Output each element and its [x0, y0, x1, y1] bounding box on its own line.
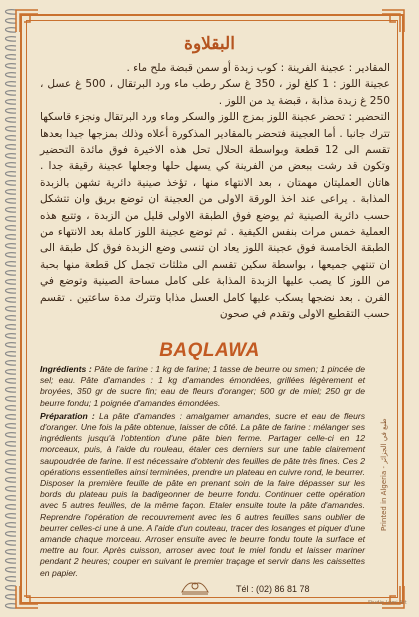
telephone-number: Tél : (02) 86 81 78 [236, 584, 310, 594]
spiral-ring [6, 190, 17, 194]
spiral-ring [6, 226, 17, 230]
spiral-ring [6, 424, 17, 428]
spiral-ring [6, 127, 17, 131]
spiral-ring [6, 298, 17, 302]
printed-in-note: Printed in Algeria - طبع في الجزائر [380, 418, 388, 532]
spiral-ring [6, 163, 17, 167]
publisher-logo [180, 576, 210, 596]
arabic-almond-paste-line: عجينة اللوز : 1 كلغ لوز ، 350 غ سكر رطب ماء ورد البرتقال ، 500 غ عسل ، 250 غ زبدة مذابة ، قبضة يد من اللوز . [40, 78, 390, 107]
spiral-ring [6, 91, 17, 95]
spiral-ring [6, 325, 17, 329]
spiral-ring [6, 109, 17, 113]
spiral-ring [6, 244, 17, 248]
spiral-ring [6, 550, 17, 554]
spiral-ring [6, 415, 17, 419]
spiral-ring [6, 559, 17, 563]
corner-ornament-top-left [14, 8, 40, 34]
spiral-ring [6, 433, 17, 437]
spiral-ring [6, 208, 17, 212]
spiral-ring [6, 514, 17, 518]
arabic-recipe-text [40, 60, 390, 323]
spiral-ring [6, 307, 17, 311]
spiral-ring [6, 469, 17, 473]
ingredients-paragraph [40, 364, 365, 409]
french-title: BAQLAWA [159, 340, 260, 361]
spiral-ring [6, 487, 17, 491]
spiral-ring [6, 478, 17, 482]
spiral-ring [6, 505, 17, 509]
spiral-ring [6, 388, 17, 392]
preparation-paragraph [40, 411, 365, 579]
spiral-ring [6, 289, 17, 293]
spiral-ring [6, 82, 17, 86]
arabic-title: البقلاوة [184, 34, 235, 54]
corner-ornament-top-right [380, 8, 406, 34]
arabic-preparation-paragraph: التحضير : تحضر عجينة اللوز بمزج اللوز والسكر وماء ورد البرتقال ونجزء قاسكها تترك جانبا . أما العجينة فتحضر بالمقادير المذكورة أعلاه وذلك بمزجها جيدا بعدها تقسم الى 12 قطعة وبواسطة الحلال تحل هذه الاخيرة فوق مائدة التحضير وتكون قد رشت ببعض من الفرينة كي يسهل حلها وجعلها عجينة رقيقة جدا . هاتان العمليتان مهمتان ، بعد الانتهاء منها ، تؤخذ صينية دائرية تشهن بالزبدة المذابة . يراعى عند اخذ الورقة الاولى من العجينة ان توضع بريق وان تتشكل حسب دائرية الصينية ثم يوضع فوق الطبقة الاولى قليل من الزبدة ، وتتبع هذه العملية خمس مرات بنفس الكيفية . ثم توضع عجينة اللوز كاملة بعد الانتهاء من الطبقة الخامسة فوق عجينة اللوز يعاد ان تنسى وضع الزبدة فوق كل طبقة الى ان تنتهي جميعها ، بواسطة سكين تقسم الى مثلثات تجمل كل قطعة منها بحبة من اللوز كا يصب عليها الزبدة المذابة على كامل مساحة الصينية وتوضع في الفرن . بعد نضجها يسكب عليها كامل العسل مذابا وتترك مدة ساعتين . تقسم حسب التقطيع الاولى وتقدم في صحون [40, 111, 390, 321]
spiral-ring [6, 118, 17, 122]
spiral-ring [6, 280, 17, 284]
spiral-binding [0, 0, 18, 617]
spiral-ring [6, 523, 17, 527]
spiral-ring [6, 370, 17, 374]
spiral-ring [6, 460, 17, 464]
spiral-ring [6, 541, 17, 545]
preparation-label: Préparation : [40, 410, 95, 421]
spiral-ring [6, 172, 17, 176]
spiral-ring [6, 199, 17, 203]
spiral-ring [6, 253, 17, 257]
spiral-ring [6, 271, 17, 275]
ingredients-text: Pâte de farine : 1 kg de farine; 1 tasse de beurre ou smen; 1 pincée de sel; eau. Pâte d'amandes : 1 kg d'amandes émondées, grillées légèrement et broyées, 350 gr de sucre fin; eau de fleurs d'oranger; 500 gr de miel; 250 gr de beurre fondu; 1 poignée d'amandes émondées. [40, 364, 366, 408]
spiral-ring [6, 154, 17, 158]
spiral-ring [6, 316, 17, 320]
corner-ornament-bottom-left [14, 584, 40, 610]
spiral-ring [6, 334, 17, 338]
ingredients-label: Ingrédients : [40, 364, 92, 374]
spiral-ring [6, 397, 17, 401]
spiral-ring [6, 442, 17, 446]
studio-stamp: Studio Lumi Art [368, 600, 407, 606]
spiral-ring [6, 73, 17, 77]
spiral-ring [6, 145, 17, 149]
spiral-ring [6, 379, 17, 383]
spiral-ring [6, 64, 17, 68]
preparation-text: La pâte d'amandes : amalgamer amandes, sucre et eau de fleurs d'oranger. Une fois la pâte obtenue, laisser de côté. La pâte de farine : mélanger ses ingrédients jusqu'à l'obtention d'une pâte bien ferme. Partager celle-ci en 12 morceaux, puis, à l'aide du rouleau, étaler ces derniers sur une table clairement saupoudrée de farine. Il est nécessaire d'obtenir des feuilles de pâte très fines. Ces 2 opérations essentielles ainsi terminées, prendre un plateau en cuivre rond, le beurrer. Disposer la première feuille de pâte en prenant soin de la faire dépasser sur les bords du plateau puis la badigeonner de beurre fondu. Continuer cette opération avec 5 autres feuilles, de la même façon. Etaler ensuite toute la pâte d'amandes. Reprendre l'opération de recouvrement avec les 6 autres feuilles sans oublier de beurrer celles-ci une à une. A l'aide d'un couteau, tracer des losanges et piquer d'une amande chaque morceau. Arroser ensuite avec le beurre fondu toute la surface et mettre au four. Après cuisson, arroser avec tout le miel fondu et laisser mariner pendant 2 heures; couper en suivant le premier traçage et servir dans les caissettes en papier. [40, 410, 366, 578]
spiral-ring [6, 235, 17, 239]
corner-ornament-bottom-right [380, 584, 406, 610]
arabic-ingredients-line: المقادير : عجينة الفرينة : كوب زبدة أو سمن قبضة ملح ماء . [126, 62, 390, 74]
spiral-ring [6, 451, 17, 455]
spiral-ring [6, 55, 17, 59]
spiral-ring [6, 100, 17, 104]
french-recipe-text [40, 364, 365, 579]
spiral-ring [6, 181, 17, 185]
spiral-ring [6, 532, 17, 536]
spiral-ring [6, 217, 17, 221]
spiral-ring [6, 262, 17, 266]
spiral-ring [6, 496, 17, 500]
spiral-ring [6, 136, 17, 140]
spiral-ring [6, 568, 17, 572]
spiral-ring [6, 406, 17, 410]
spiral-ring [6, 577, 17, 581]
